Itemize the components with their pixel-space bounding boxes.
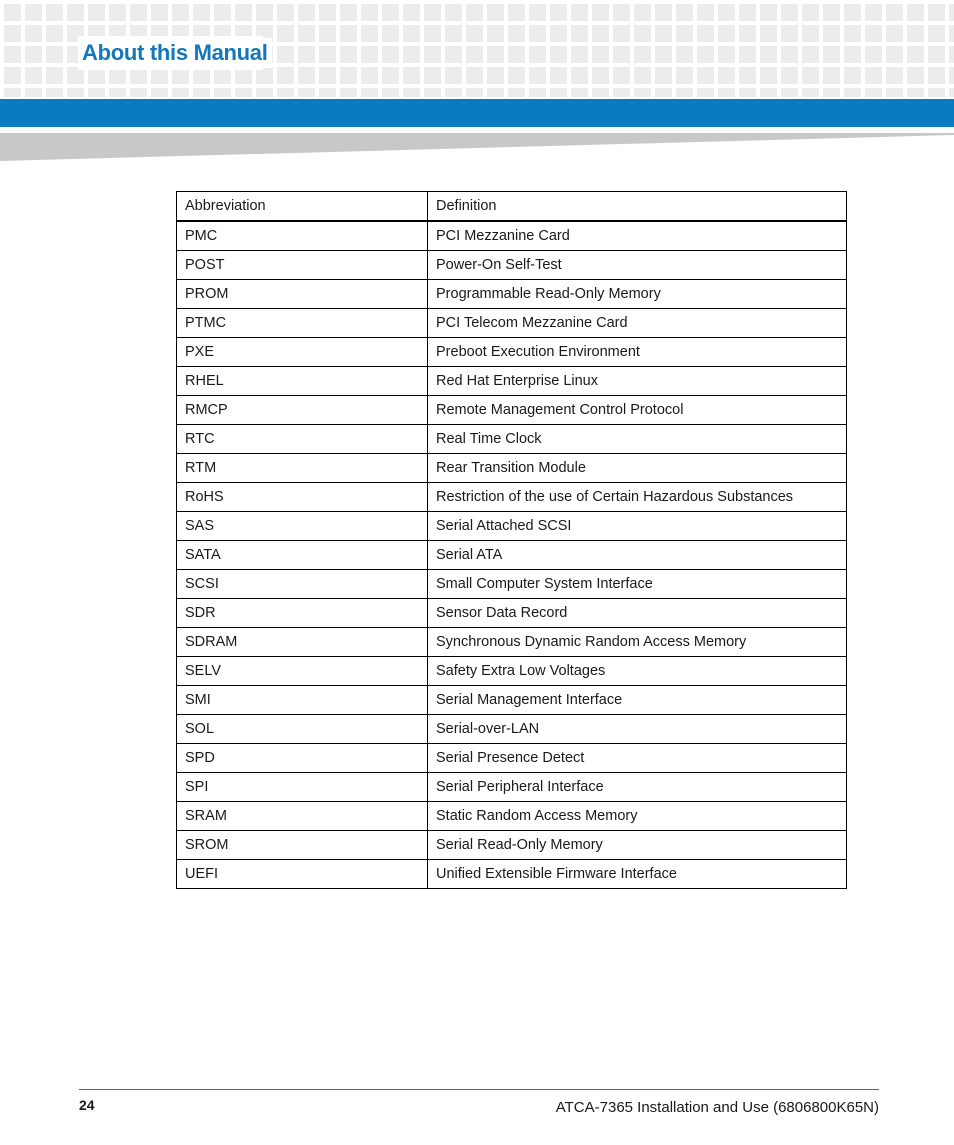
table-row	[177, 802, 847, 831]
abbreviation-cell: SRAM	[177, 802, 428, 831]
table-row	[177, 251, 847, 280]
abbreviation-cell: PMC	[177, 221, 428, 251]
abbreviation-cell: PROM	[177, 280, 428, 309]
table-row	[177, 425, 847, 454]
table-row	[177, 309, 847, 338]
definition-cell: Remote Management Control Protocol	[428, 396, 847, 425]
definition-cell: Sensor Data Record	[428, 599, 847, 628]
abbreviation-cell: SROM	[177, 831, 428, 860]
definition-cell: Serial Presence Detect	[428, 744, 847, 773]
abbreviation-cell: UEFI	[177, 860, 428, 889]
table-row	[177, 570, 847, 599]
abbreviation-cell: SDRAM	[177, 628, 428, 657]
table-row	[177, 831, 847, 860]
definition-cell: Safety Extra Low Voltages	[428, 657, 847, 686]
table-row	[177, 599, 847, 628]
abbreviation-cell: PXE	[177, 338, 428, 367]
table-row	[177, 686, 847, 715]
abbreviation-cell: RoHS	[177, 483, 428, 512]
page-number: 24	[79, 1097, 95, 1113]
table-row	[177, 483, 847, 512]
abbreviation-cell: SDR	[177, 599, 428, 628]
table-row	[177, 773, 847, 802]
abbreviation-cell: RHEL	[177, 367, 428, 396]
table-row	[177, 657, 847, 686]
definition-cell: Static Random Access Memory	[428, 802, 847, 831]
definition-cell: Power-On Self-Test	[428, 251, 847, 280]
definition-cell: Small Computer System Interface	[428, 570, 847, 599]
definition-cell: Red Hat Enterprise Linux	[428, 367, 847, 396]
abbreviation-cell: RTM	[177, 454, 428, 483]
definition-cell: Programmable Read-Only Memory	[428, 280, 847, 309]
table-row	[177, 715, 847, 744]
abbreviation-cell: RTC	[177, 425, 428, 454]
table-row	[177, 367, 847, 396]
abbreviation-cell: POST	[177, 251, 428, 280]
table-row	[177, 541, 847, 570]
definition-cell: Serial Attached SCSI	[428, 512, 847, 541]
definition-cell: Serial Peripheral Interface	[428, 773, 847, 802]
definition-cell: Rear Transition Module	[428, 454, 847, 483]
abbreviation-cell: SPI	[177, 773, 428, 802]
table-header-row	[177, 192, 847, 222]
abbreviation-cell: SAS	[177, 512, 428, 541]
definition-cell: Serial ATA	[428, 541, 847, 570]
abbreviation-cell: SPD	[177, 744, 428, 773]
table-row	[177, 744, 847, 773]
table-row	[177, 396, 847, 425]
column-header-definition: Definition	[428, 192, 847, 222]
abbreviation-cell: SOL	[177, 715, 428, 744]
abbreviation-cell: RMCP	[177, 396, 428, 425]
abbreviation-cell: SMI	[177, 686, 428, 715]
table-row	[177, 338, 847, 367]
definition-cell: Restriction of the use of Certain Hazardous Substances	[428, 483, 847, 512]
abbreviation-cell: PTMC	[177, 309, 428, 338]
table-row	[177, 860, 847, 889]
definition-cell: PCI Mezzanine Card	[428, 221, 847, 251]
footer-rule	[79, 1089, 879, 1090]
table-row	[177, 454, 847, 483]
header-gray-swoosh	[0, 127, 954, 163]
definition-cell: Serial-over-LAN	[428, 715, 847, 744]
header-blue-band	[0, 99, 954, 127]
abbreviation-cell: SELV	[177, 657, 428, 686]
definition-cell: Synchronous Dynamic Random Access Memory	[428, 628, 847, 657]
table-row	[177, 221, 847, 251]
table-row	[177, 628, 847, 657]
definition-cell: Real Time Clock	[428, 425, 847, 454]
footer-document-title: ATCA-7365 Installation and Use (6806800K65N)	[555, 1099, 879, 1116]
definition-cell: Serial Read-Only Memory	[428, 831, 847, 860]
abbreviation-cell: SCSI	[177, 570, 428, 599]
definition-cell: PCI Telecom Mezzanine Card	[428, 309, 847, 338]
page-title: About this Manual	[82, 38, 272, 68]
definition-cell: Serial Management Interface	[428, 686, 847, 715]
abbreviation-cell: SATA	[177, 541, 428, 570]
table-row	[177, 512, 847, 541]
definition-cell: Preboot Execution Environment	[428, 338, 847, 367]
table-row	[177, 280, 847, 309]
definition-cell: Unified Extensible Firmware Interface	[428, 860, 847, 889]
column-header-abbreviation: Abbreviation	[177, 192, 428, 222]
abbreviation-table	[176, 191, 847, 889]
